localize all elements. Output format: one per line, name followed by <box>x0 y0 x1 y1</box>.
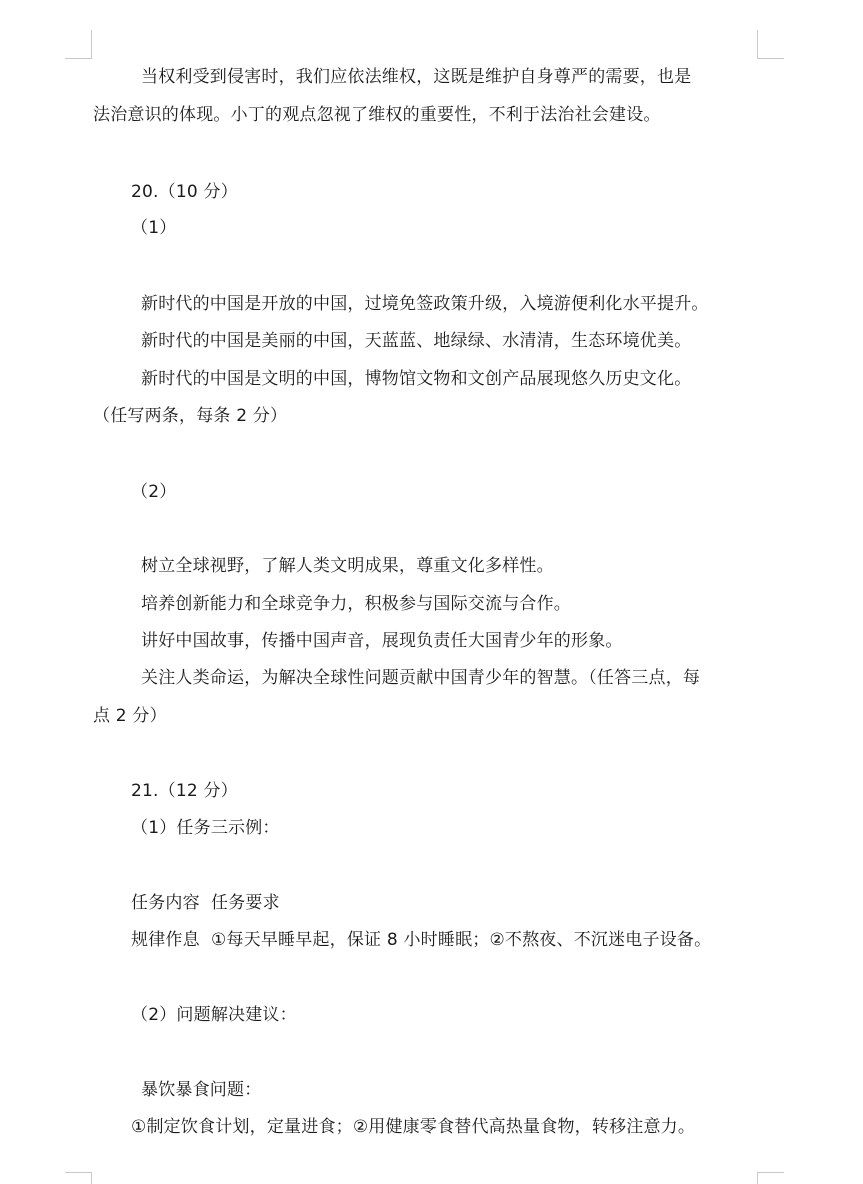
intro-line-1: 当权利受到侵害时，我们应依法维权，这既是维护自身尊严的需要，也是 <box>141 67 692 87</box>
q21-issue-title: 暴饮暴食问题： <box>141 1080 262 1100</box>
q21-part2-label: （2）问题解决建议： <box>131 1005 297 1025</box>
q20-part2-item: 关注人类命运，为解决全球性问题贡献中国青少年的智慧。（任答三点，每 <box>141 668 701 688</box>
intro-line-2: 法治意识的体现。小丁的观点忽视了维权的重要性，不利于法治社会建设。 <box>93 105 661 125</box>
crop-mark-bottom-left <box>65 1172 92 1184</box>
crop-mark-bottom-right <box>757 1172 784 1184</box>
q20-part1-item: 新时代的中国是美丽的中国，天蓝蓝、地绿绿、水清清，生态环境优美。 <box>141 331 692 351</box>
crop-mark-top-left <box>65 30 92 59</box>
q20-part2-item: 树立全球视野，了解人类文明成果，尊重文化多样性。 <box>141 556 554 576</box>
q21-table-row: 规律作息 ①每天早睡早起，保证 8 小时睡眠；②不熬夜、不沉迷电子设备。 <box>131 930 712 950</box>
q20-part2-item: 培养创新能力和全球竞争力，积极参与国际交流与合作。 <box>141 594 571 614</box>
q20-part1-item: 新时代的中国是文明的中国，博物馆文物和文创产品展现悠久历史文化。 <box>141 369 692 389</box>
q21-table-header: 任务内容 任务要求 <box>131 893 280 913</box>
q20-heading: 20.（10 分） <box>131 182 238 202</box>
q20-part2-item: 讲好中国故事，传播中国声音，展现负责任大国青少年的形象。 <box>141 631 623 651</box>
crop-mark-top-right <box>757 30 784 59</box>
q21-part1-label: （1）任务三示例： <box>131 818 280 838</box>
q20-part2-tail: 点 2 分） <box>93 706 167 726</box>
q21-issue-answer: ①制定饮食计划，定量进食；②用健康零食替代高热量食物，转移注意力。 <box>131 1117 696 1137</box>
q20-part1-note: （任写两条，每条 2 分） <box>93 406 288 426</box>
q20-part1-label: （1） <box>131 218 177 238</box>
q21-heading: 21.（12 分） <box>131 781 238 801</box>
q20-part2-label: （2） <box>131 482 177 502</box>
q20-part1-item: 新时代的中国是开放的中国，过境免签政策升级，入境游便利化水平提升。 <box>141 294 709 314</box>
